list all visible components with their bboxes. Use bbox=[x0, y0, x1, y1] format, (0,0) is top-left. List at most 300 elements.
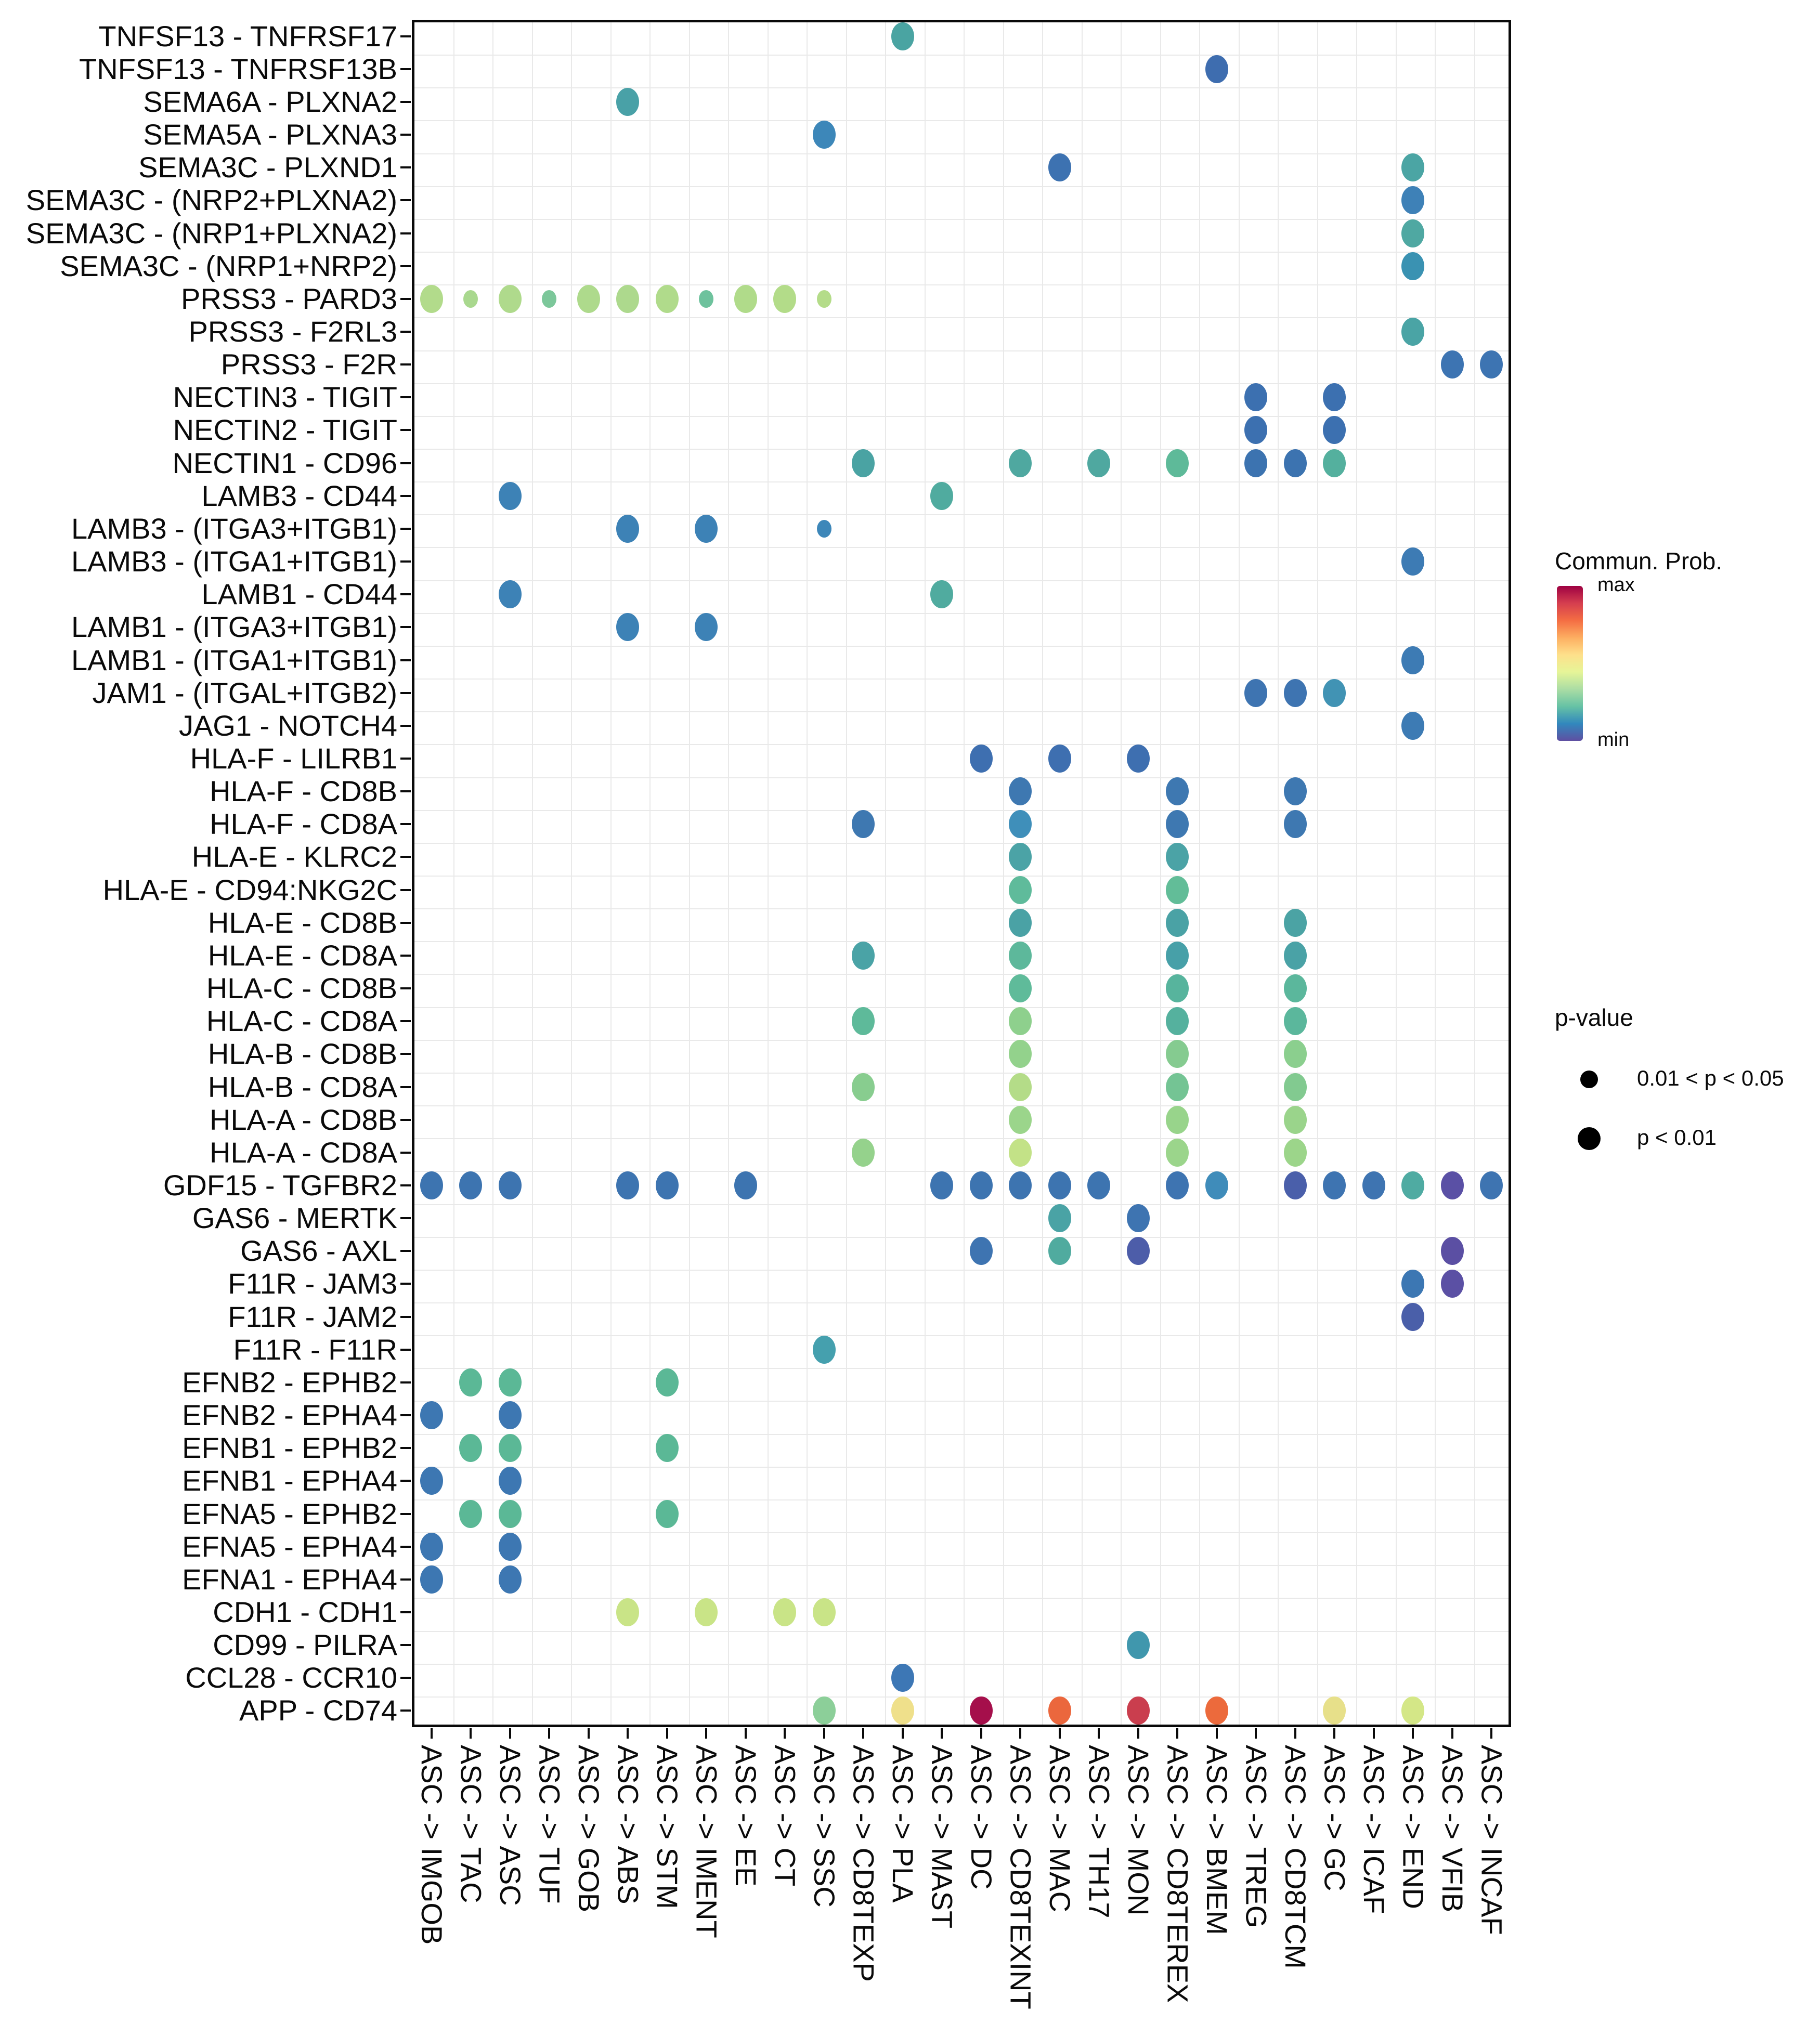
x-tick bbox=[1490, 1728, 1492, 1739]
data-dot bbox=[1048, 1237, 1071, 1265]
data-dot bbox=[1401, 547, 1424, 576]
data-dot bbox=[813, 1696, 836, 1725]
x-tick bbox=[1294, 1728, 1296, 1739]
y-axis-label: NECTIN1 - CD96 bbox=[172, 446, 397, 479]
data-dot bbox=[773, 285, 796, 313]
data-dot bbox=[970, 1237, 993, 1265]
colorbar-min-label: min bbox=[1597, 729, 1630, 751]
y-axis-label: F11R - F11R bbox=[233, 1333, 397, 1366]
x-axis-label: ASC -> INCAF bbox=[1475, 1745, 1509, 1935]
y-axis-label: HLA-E - KLRC2 bbox=[191, 840, 397, 873]
data-dot bbox=[1048, 153, 1071, 181]
grid-line-horizontal bbox=[414, 613, 1509, 614]
y-tick bbox=[400, 1152, 411, 1154]
data-dot bbox=[1244, 449, 1267, 477]
data-dot bbox=[1048, 745, 1071, 773]
x-axis-label: ASC -> CD8TEXP bbox=[847, 1745, 880, 1982]
y-tick bbox=[400, 1316, 411, 1318]
data-dot bbox=[1401, 153, 1424, 181]
x-axis-label: ASC -> GOB bbox=[572, 1745, 605, 1913]
data-dot bbox=[499, 580, 522, 608]
y-tick bbox=[400, 626, 411, 628]
pvalue-small-dot-label: 0.01 < p < 0.05 bbox=[1637, 1066, 1784, 1090]
data-dot bbox=[616, 285, 639, 313]
grid-line-horizontal bbox=[414, 1270, 1509, 1271]
data-dot bbox=[656, 1500, 679, 1528]
pvalue-legend-title: p-value bbox=[1555, 1004, 1633, 1031]
data-dot bbox=[1441, 350, 1464, 379]
data-dot bbox=[1401, 318, 1424, 346]
data-dot bbox=[459, 1171, 482, 1199]
x-tick bbox=[1216, 1728, 1218, 1739]
y-axis-label: HLA-E - CD8A bbox=[207, 938, 397, 972]
y-axis-label: SEMA6A - PLXNA2 bbox=[143, 85, 397, 118]
data-dot bbox=[1127, 1631, 1150, 1659]
y-tick bbox=[400, 331, 411, 333]
grid-line-horizontal bbox=[414, 1532, 1509, 1533]
x-tick bbox=[1176, 1728, 1178, 1739]
grid-line-vertical bbox=[1042, 22, 1043, 1725]
grid-line-horizontal bbox=[414, 777, 1509, 778]
x-axis-label: ASC -> CD8TEXINT bbox=[1004, 1745, 1037, 2009]
data-dot bbox=[616, 1598, 639, 1626]
data-dot bbox=[1401, 186, 1424, 214]
y-tick bbox=[400, 1053, 411, 1055]
data-dot bbox=[499, 1533, 522, 1561]
pvalue-small-dot-key bbox=[1580, 1071, 1598, 1088]
data-dot bbox=[459, 1500, 482, 1528]
grid-line-horizontal bbox=[414, 153, 1509, 154]
grid-line-horizontal bbox=[414, 449, 1509, 450]
y-axis-label: SEMA3C - (NRP2+PLXNA2) bbox=[25, 184, 397, 217]
grid-line-horizontal bbox=[414, 186, 1509, 187]
grid-line-vertical bbox=[689, 22, 690, 1725]
data-dot bbox=[459, 1434, 482, 1462]
y-axis-label: LAMB3 - (ITGA3+ITGB1) bbox=[71, 512, 397, 545]
x-tick bbox=[1098, 1728, 1100, 1739]
x-tick bbox=[902, 1728, 904, 1739]
grid-line-horizontal bbox=[414, 941, 1509, 942]
data-dot bbox=[1166, 1040, 1189, 1068]
y-tick bbox=[400, 1283, 411, 1285]
data-dot bbox=[420, 285, 443, 313]
data-dot bbox=[852, 810, 875, 838]
data-dot bbox=[1048, 1696, 1071, 1725]
x-tick bbox=[1333, 1728, 1335, 1739]
data-dot bbox=[817, 520, 831, 538]
y-tick bbox=[400, 232, 411, 234]
grid-line-horizontal bbox=[414, 1073, 1509, 1074]
y-axis-label: GDF15 - TGFBR2 bbox=[163, 1168, 397, 1202]
y-axis-label: APP - CD74 bbox=[239, 1694, 397, 1727]
x-axis-label: ASC -> CT bbox=[769, 1745, 802, 1887]
data-dot bbox=[1284, 942, 1307, 970]
data-dot bbox=[734, 1171, 757, 1199]
grid-line-horizontal bbox=[414, 383, 1509, 384]
grid-line-vertical bbox=[532, 22, 533, 1725]
grid-line-vertical bbox=[1121, 22, 1122, 1725]
data-dot bbox=[1009, 810, 1032, 838]
data-dot bbox=[1323, 416, 1346, 444]
x-axis-label: ASC -> TAC bbox=[454, 1745, 488, 1903]
data-dot bbox=[420, 1533, 443, 1561]
grid-line-horizontal bbox=[414, 974, 1509, 975]
x-tick bbox=[431, 1728, 433, 1739]
y-axis-label: LAMB3 - (ITGA1+ITGB1) bbox=[71, 545, 397, 578]
data-dot bbox=[1009, 1073, 1032, 1101]
y-axis-label: TNFSF13 - TNFRSF13B bbox=[79, 52, 397, 85]
grid-line-vertical bbox=[1160, 22, 1161, 1725]
y-axis-label: GAS6 - MERTK bbox=[192, 1202, 397, 1235]
data-dot bbox=[1127, 1237, 1150, 1265]
data-dot bbox=[852, 1073, 875, 1101]
x-axis-label: ASC -> CD8TCM bbox=[1279, 1745, 1312, 1969]
y-tick bbox=[400, 725, 411, 727]
y-axis-label: TNFSF13 - TNFRSF17 bbox=[98, 19, 397, 53]
x-axis-label: ASC -> IMGOB bbox=[415, 1745, 448, 1945]
data-dot bbox=[1323, 1696, 1346, 1725]
data-dot bbox=[616, 88, 639, 116]
data-dot bbox=[1401, 1270, 1424, 1298]
y-tick bbox=[400, 1480, 411, 1482]
data-dot bbox=[1205, 1171, 1228, 1199]
data-dot bbox=[1244, 383, 1267, 411]
data-dot bbox=[1323, 449, 1346, 477]
y-tick bbox=[400, 1644, 411, 1646]
x-axis-label: ASC -> ASC bbox=[493, 1745, 527, 1906]
data-dot bbox=[656, 1368, 679, 1397]
x-axis-label: ASC -> BMEM bbox=[1200, 1745, 1233, 1935]
grid-line-horizontal bbox=[414, 1302, 1509, 1303]
grid-line-vertical bbox=[1278, 22, 1279, 1725]
grid-line-horizontal bbox=[414, 1335, 1509, 1336]
y-tick bbox=[400, 823, 411, 825]
data-dot bbox=[1401, 252, 1424, 280]
data-dot bbox=[813, 1336, 836, 1364]
grid-line-vertical bbox=[1199, 22, 1200, 1725]
data-dot bbox=[1401, 219, 1424, 247]
y-axis-label: HLA-F - CD8A bbox=[210, 807, 397, 841]
y-axis-label: NECTIN3 - TIGIT bbox=[173, 381, 397, 414]
x-tick bbox=[627, 1728, 629, 1739]
data-dot bbox=[1284, 1171, 1307, 1199]
data-dot bbox=[1284, 1139, 1307, 1167]
y-axis-label: CCL28 - CCR10 bbox=[185, 1661, 397, 1694]
grid-line-horizontal bbox=[414, 219, 1509, 220]
grid-line-horizontal bbox=[414, 646, 1509, 647]
y-axis-label: GAS6 - AXL bbox=[240, 1234, 397, 1268]
grid-line-vertical bbox=[1317, 22, 1318, 1725]
y-axis-label: SEMA3C - PLXND1 bbox=[138, 151, 397, 184]
data-dot bbox=[1166, 876, 1189, 904]
data-dot bbox=[1480, 1171, 1503, 1199]
data-dot bbox=[1362, 1171, 1385, 1199]
y-axis-label: NECTIN2 - TIGIT bbox=[173, 413, 397, 447]
data-dot bbox=[1166, 909, 1189, 937]
y-axis-label: LAMB1 - (ITGA1+ITGB1) bbox=[71, 643, 397, 676]
data-dot bbox=[852, 1007, 875, 1035]
y-axis-label: HLA-E - CD94:NKG2C bbox=[102, 873, 397, 906]
data-dot bbox=[1127, 745, 1150, 773]
y-axis-label: SEMA3C - (NRP1+PLXNA2) bbox=[25, 216, 397, 250]
grid-line-horizontal bbox=[414, 1171, 1509, 1172]
grid-line-horizontal bbox=[414, 1040, 1509, 1041]
y-axis-label: HLA-C - CD8B bbox=[206, 972, 397, 1005]
grid-line-vertical bbox=[1474, 22, 1475, 1725]
y-axis-label: JAM1 - (ITGAL+ITGB2) bbox=[92, 676, 397, 709]
y-tick bbox=[400, 429, 411, 431]
data-dot bbox=[499, 1368, 522, 1397]
pvalue-large-dot-key bbox=[1578, 1127, 1601, 1150]
grid-line-horizontal bbox=[414, 284, 1509, 285]
data-dot bbox=[616, 1171, 639, 1199]
grid-line-horizontal bbox=[414, 317, 1509, 318]
data-dot bbox=[852, 1139, 875, 1167]
grid-line-horizontal bbox=[414, 1138, 1509, 1139]
data-dot bbox=[1009, 777, 1032, 805]
y-tick bbox=[400, 593, 411, 595]
x-axis-label: ASC -> TREG bbox=[1240, 1745, 1273, 1928]
y-tick bbox=[400, 1119, 411, 1121]
grid-line-horizontal bbox=[414, 843, 1509, 844]
grid-line-horizontal bbox=[414, 416, 1509, 417]
x-tick bbox=[823, 1728, 825, 1739]
data-dot bbox=[1048, 1171, 1071, 1199]
data-dot bbox=[852, 942, 875, 970]
y-tick bbox=[400, 790, 411, 792]
grid-line-vertical bbox=[571, 22, 572, 1725]
y-axis-label: CDH1 - CDH1 bbox=[213, 1595, 397, 1628]
data-dot bbox=[773, 1598, 796, 1626]
grid-line-horizontal bbox=[414, 87, 1509, 88]
grid-line-horizontal bbox=[414, 1434, 1509, 1435]
x-axis-label: ASC -> DC bbox=[965, 1745, 998, 1890]
grid-line-horizontal bbox=[414, 1237, 1509, 1238]
x-tick bbox=[509, 1728, 511, 1739]
data-dot bbox=[930, 1171, 953, 1199]
y-tick bbox=[400, 35, 411, 37]
y-tick bbox=[400, 1677, 411, 1679]
y-axis-label: LAMB1 - (ITGA3+ITGB1) bbox=[71, 610, 397, 644]
y-tick bbox=[400, 758, 411, 760]
x-tick bbox=[1137, 1728, 1139, 1739]
y-tick bbox=[400, 1349, 411, 1351]
y-tick bbox=[400, 922, 411, 924]
data-dot bbox=[1284, 1106, 1307, 1134]
y-axis-label: EFNB1 - EPHA4 bbox=[182, 1464, 397, 1497]
y-axis-label: HLA-F - LILRB1 bbox=[190, 741, 397, 775]
data-dot bbox=[1009, 942, 1032, 970]
data-dot bbox=[499, 1434, 522, 1462]
grid-line-horizontal bbox=[414, 547, 1509, 548]
grid-line-horizontal bbox=[414, 711, 1509, 712]
y-tick bbox=[400, 856, 411, 858]
data-dot bbox=[970, 1696, 993, 1725]
y-tick bbox=[400, 101, 411, 103]
grid-line-vertical bbox=[453, 22, 454, 1725]
data-dot bbox=[1048, 1204, 1071, 1232]
data-dot bbox=[1127, 1696, 1150, 1725]
data-dot bbox=[970, 1171, 993, 1199]
data-dot bbox=[499, 1467, 522, 1495]
grid-line-vertical bbox=[925, 22, 926, 1725]
y-axis-label: EFNA5 - EPHA4 bbox=[182, 1530, 397, 1563]
data-dot bbox=[1087, 1171, 1110, 1199]
y-tick bbox=[400, 1611, 411, 1613]
data-dot bbox=[499, 1171, 522, 1199]
grid-line-horizontal bbox=[414, 580, 1509, 581]
grid-line-horizontal bbox=[414, 810, 1509, 811]
y-tick bbox=[400, 1184, 411, 1186]
data-dot bbox=[1441, 1237, 1464, 1265]
y-axis-label: PRSS3 - F2RL3 bbox=[188, 315, 397, 348]
grid-line-vertical bbox=[846, 22, 847, 1725]
data-dot bbox=[1166, 777, 1189, 805]
y-axis-label: EFNA5 - EPHB2 bbox=[182, 1497, 397, 1530]
x-axis-label: ASC -> ICAF bbox=[1357, 1745, 1390, 1914]
y-axis-label: EFNB2 - EPHA4 bbox=[182, 1399, 397, 1432]
grid-line-horizontal bbox=[414, 1007, 1509, 1008]
data-dot bbox=[1284, 1073, 1307, 1101]
grid-line-horizontal bbox=[414, 876, 1509, 877]
x-axis-label: ASC -> IMENT bbox=[690, 1745, 723, 1938]
data-dot bbox=[1284, 1007, 1307, 1035]
data-dot bbox=[1009, 876, 1032, 904]
x-axis-label: ASC -> TUF bbox=[533, 1745, 566, 1904]
data-dot bbox=[930, 482, 953, 510]
data-dot bbox=[459, 1368, 482, 1397]
y-tick bbox=[400, 68, 411, 70]
y-axis-label: F11R - JAM3 bbox=[228, 1267, 397, 1300]
data-dot bbox=[1009, 1007, 1032, 1035]
data-dot bbox=[1284, 974, 1307, 1002]
y-tick bbox=[400, 1020, 411, 1022]
data-dot bbox=[499, 1565, 522, 1594]
y-tick bbox=[400, 659, 411, 661]
data-dot bbox=[1441, 1270, 1464, 1298]
x-axis-label: ASC -> EE bbox=[729, 1745, 762, 1887]
y-tick bbox=[400, 1513, 411, 1515]
y-axis-label: EFNB1 - EPHB2 bbox=[182, 1431, 397, 1465]
data-dot bbox=[1284, 777, 1307, 805]
y-tick bbox=[400, 1578, 411, 1581]
data-dot bbox=[1166, 843, 1189, 871]
y-tick bbox=[400, 495, 411, 497]
color-legend-title: Commun. Prob. bbox=[1555, 547, 1723, 575]
grid-line-horizontal bbox=[414, 1664, 1509, 1665]
y-tick bbox=[400, 363, 411, 366]
y-tick bbox=[400, 1217, 411, 1219]
data-dot bbox=[1244, 416, 1267, 444]
data-dot bbox=[1323, 1171, 1346, 1199]
x-axis-label: ASC -> END bbox=[1397, 1745, 1430, 1909]
data-dot bbox=[1166, 974, 1189, 1002]
x-axis-label: ASC -> VFIB bbox=[1436, 1745, 1469, 1913]
x-axis-label: ASC -> MON bbox=[1122, 1745, 1155, 1916]
data-dot bbox=[1284, 1040, 1307, 1068]
data-dot bbox=[1480, 350, 1503, 379]
x-tick bbox=[470, 1728, 472, 1739]
data-dot bbox=[499, 1401, 522, 1429]
y-tick bbox=[400, 528, 411, 530]
data-dot bbox=[542, 290, 556, 308]
grid-line-vertical bbox=[885, 22, 886, 1725]
x-axis-label: ASC -> GC bbox=[1318, 1745, 1351, 1891]
y-axis-label: HLA-A - CD8A bbox=[210, 1136, 397, 1169]
grid-line-vertical bbox=[610, 22, 612, 1725]
data-dot bbox=[1127, 1204, 1150, 1232]
y-axis-label: LAMB3 - CD44 bbox=[201, 479, 397, 512]
y-axis-label: HLA-B - CD8B bbox=[207, 1037, 397, 1071]
data-dot bbox=[1087, 449, 1110, 477]
y-axis-label: EFNB2 - EPHB2 bbox=[182, 1365, 397, 1399]
grid-line-horizontal bbox=[414, 1631, 1509, 1632]
grid-line-vertical bbox=[492, 22, 493, 1725]
grid-line-horizontal bbox=[414, 1565, 1509, 1566]
data-dot bbox=[1205, 55, 1228, 83]
y-tick bbox=[400, 1086, 411, 1088]
data-dot bbox=[499, 1500, 522, 1528]
y-tick bbox=[400, 955, 411, 957]
grid-line-horizontal bbox=[414, 1598, 1509, 1599]
data-dot bbox=[420, 1565, 443, 1594]
data-dot bbox=[577, 285, 600, 313]
data-dot bbox=[891, 1664, 914, 1692]
data-dot bbox=[891, 22, 914, 50]
grid-line-vertical bbox=[768, 22, 769, 1725]
data-dot bbox=[1166, 1007, 1189, 1035]
y-tick bbox=[400, 134, 411, 136]
plot-panel bbox=[412, 20, 1511, 1727]
y-tick bbox=[400, 987, 411, 989]
y-axis-label: SEMA5A - PLXNA3 bbox=[143, 118, 397, 151]
x-tick bbox=[784, 1728, 786, 1739]
grid-line-horizontal bbox=[414, 1368, 1509, 1369]
x-tick bbox=[1412, 1728, 1414, 1739]
x-axis-label: ASC -> PLA bbox=[886, 1745, 919, 1903]
grid-line-vertical bbox=[807, 22, 808, 1725]
y-tick bbox=[400, 199, 411, 201]
data-dot bbox=[420, 1401, 443, 1429]
grid-line-vertical bbox=[1435, 22, 1436, 1725]
x-axis-label: ASC -> SSC bbox=[808, 1745, 841, 1908]
grid-line-horizontal bbox=[414, 514, 1509, 515]
y-axis-label: CD99 - PILRA bbox=[213, 1628, 397, 1662]
data-dot bbox=[1284, 449, 1307, 477]
data-dot bbox=[1284, 909, 1307, 937]
grid-line-vertical bbox=[1082, 22, 1083, 1725]
data-dot bbox=[1401, 1171, 1424, 1199]
y-axis-label: SEMA3C - (NRP1+NRP2) bbox=[60, 249, 397, 282]
grid-line-vertical bbox=[1396, 22, 1397, 1725]
y-axis-label: HLA-A - CD8B bbox=[210, 1103, 397, 1136]
x-tick bbox=[980, 1728, 982, 1739]
grid-line-horizontal bbox=[414, 55, 1509, 56]
y-axis-label: EFNA1 - EPHA4 bbox=[182, 1562, 397, 1596]
data-dot bbox=[1284, 679, 1307, 707]
x-tick bbox=[1451, 1728, 1453, 1739]
data-dot bbox=[813, 1598, 836, 1626]
data-dot bbox=[1166, 1106, 1189, 1134]
grid-line-horizontal bbox=[414, 120, 1509, 121]
y-tick bbox=[400, 1414, 411, 1416]
x-axis-label: ASC -> MAC bbox=[1043, 1745, 1076, 1913]
data-dot bbox=[852, 449, 875, 477]
grid-line-horizontal bbox=[414, 744, 1509, 745]
data-dot bbox=[1009, 974, 1032, 1002]
grid-line-horizontal bbox=[414, 350, 1509, 351]
x-tick bbox=[862, 1728, 864, 1739]
